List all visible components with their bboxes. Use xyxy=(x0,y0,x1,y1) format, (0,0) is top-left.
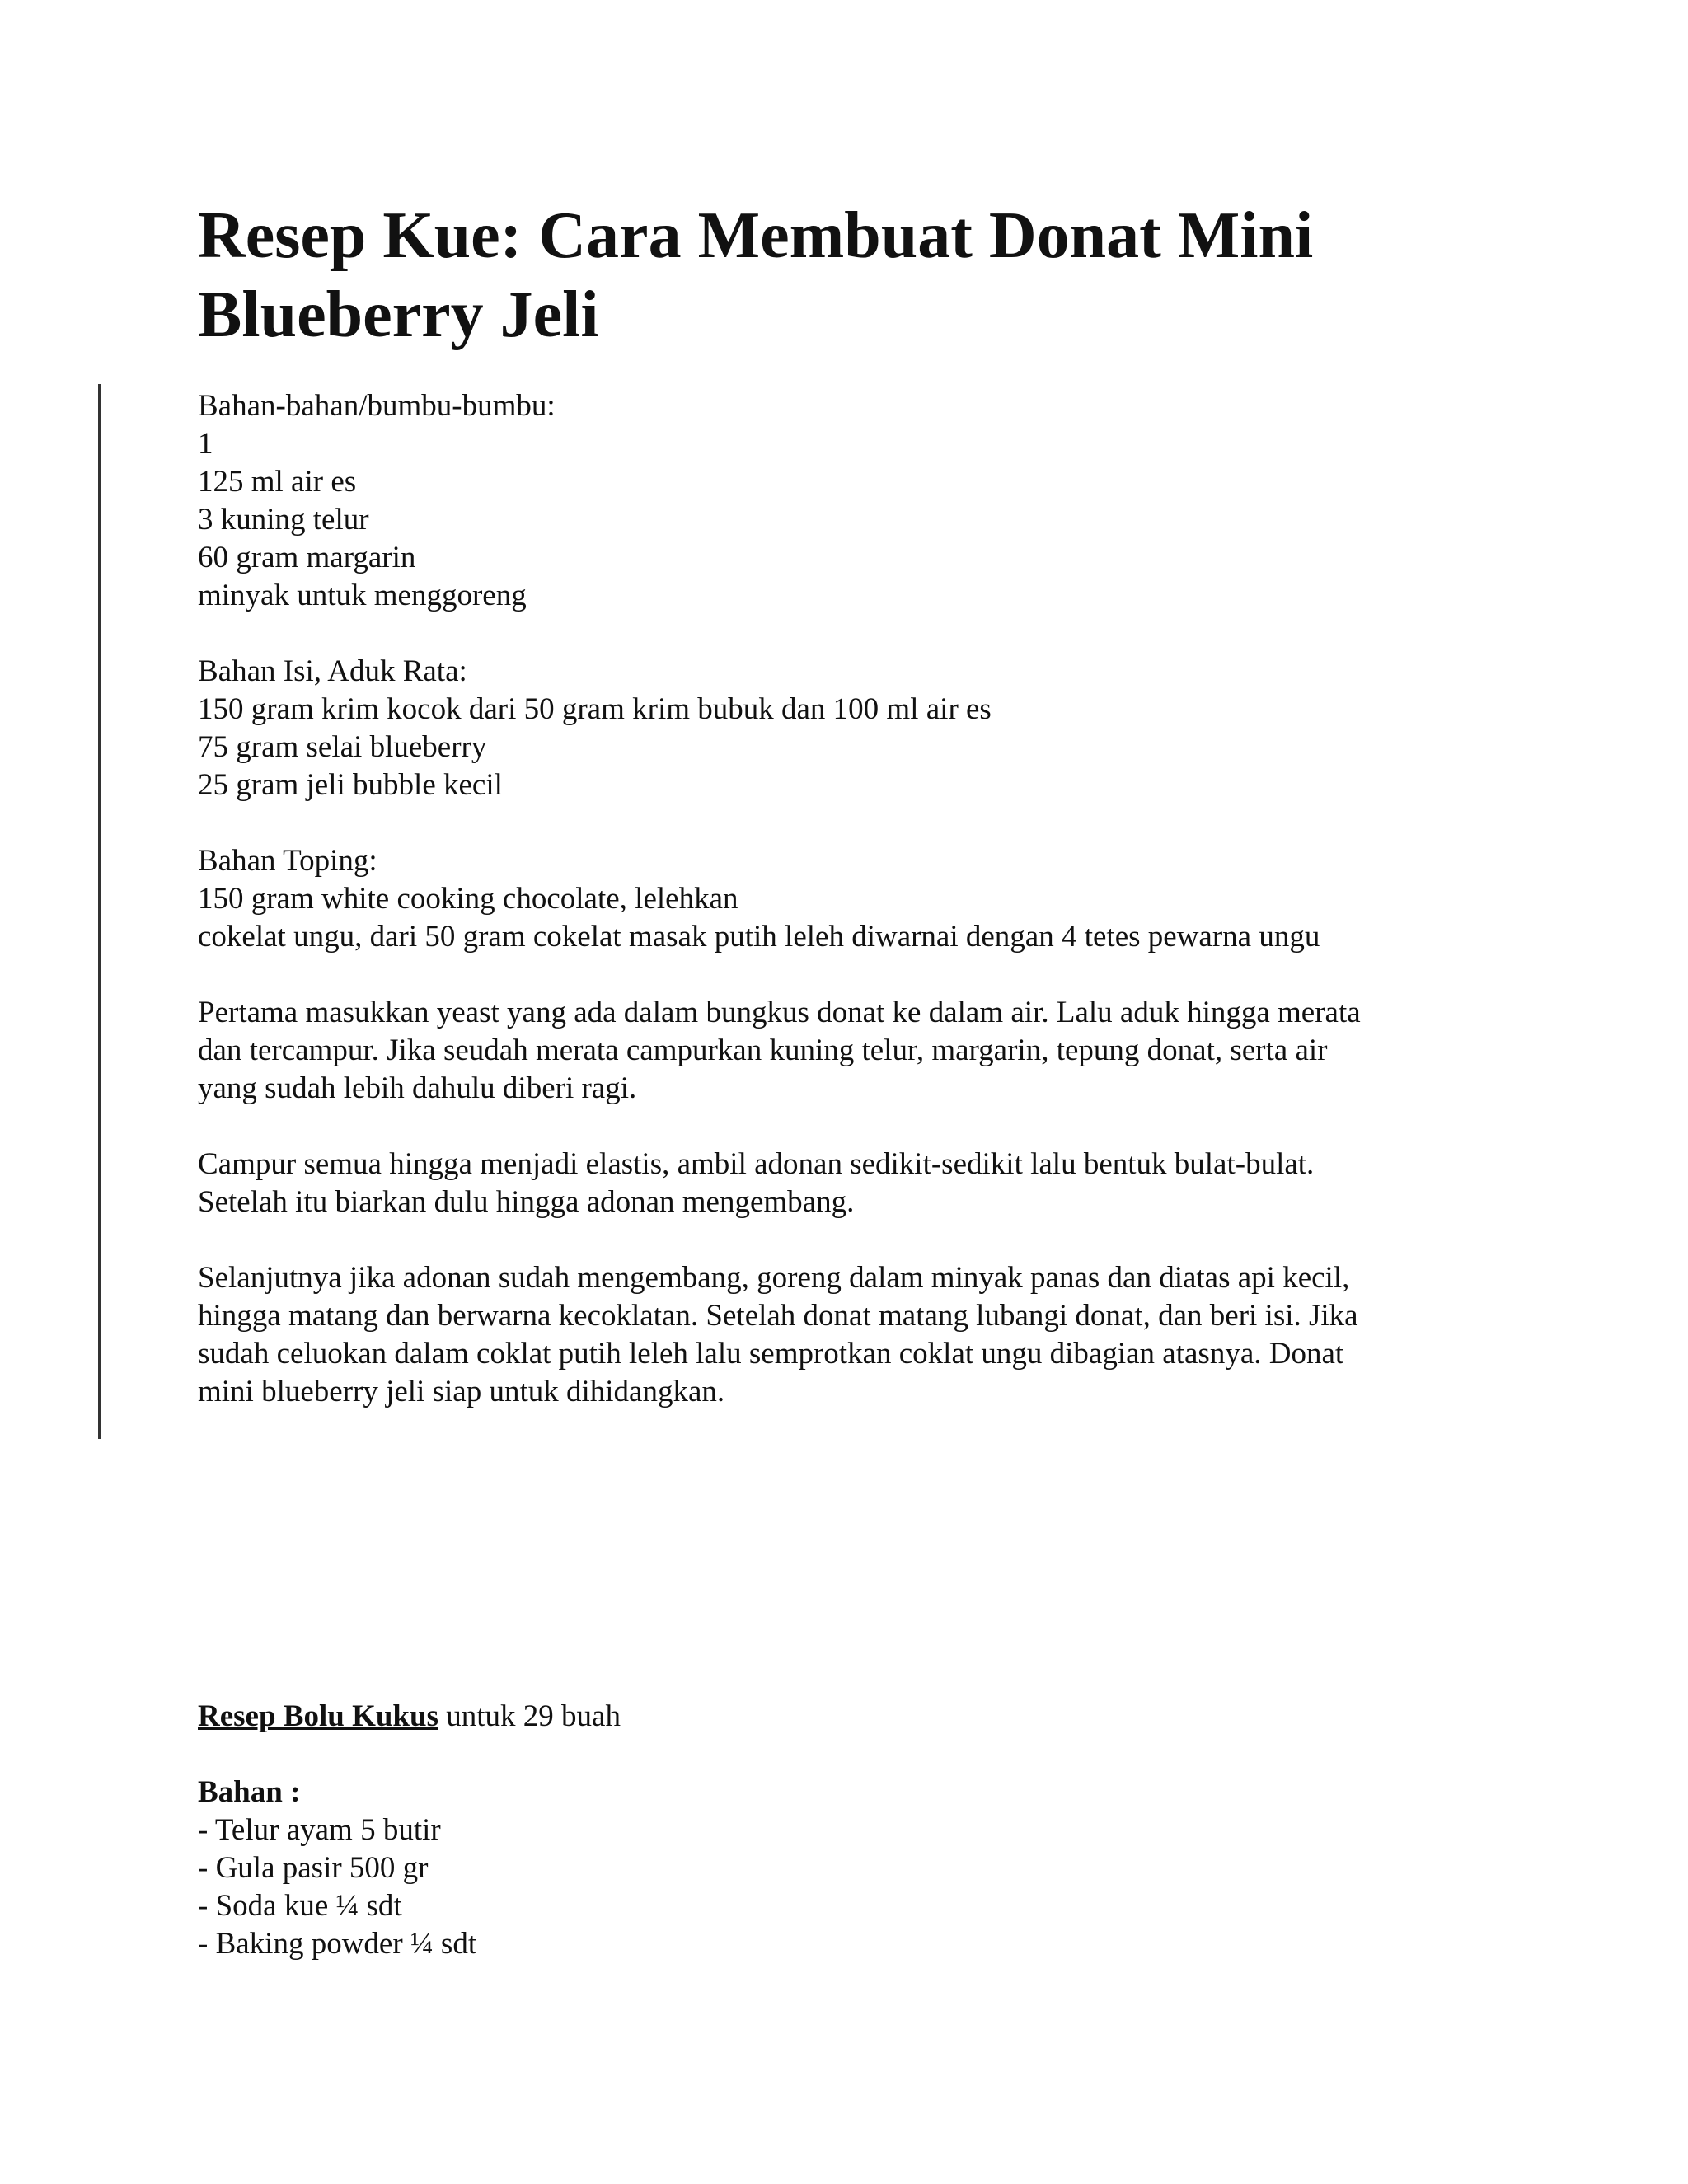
step-line: hingga matang dan berwarna kecoklatan. Setelah donat matang lubangi donat, dan beri isi. Jika xyxy=(198,1299,1358,1333)
bahan-item: 3 kuning telur xyxy=(198,503,369,537)
bahan-item: 125 ml air es xyxy=(198,465,357,499)
margin-change-bar xyxy=(98,384,101,1439)
bahan-item: 1 xyxy=(198,427,213,461)
bahan-item: minyak untuk menggoreng xyxy=(198,579,527,612)
page-title xyxy=(198,196,1517,354)
step-line: Setelah itu biarkan dulu hingga adonan mengembang. xyxy=(198,1185,855,1219)
bahan-toping-item: cokelat ungu, dari 50 gram cokelat masak putih leleh diwarnai dengan 4 tetes pewarna ungu xyxy=(198,920,1320,954)
step-line: Pertama masukkan yeast yang ada dalam bungkus donat ke dalam air. Lalu aduk hingga merata xyxy=(198,996,1361,1029)
bahan-isi-item: 25 gram jeli bubble kecil xyxy=(198,768,503,802)
bolu-bahan-item: - Soda kue ¼ sdt xyxy=(198,1889,402,1923)
bahan-toping-section xyxy=(198,842,1550,956)
bolu-kukus-heading xyxy=(198,1698,1550,1736)
bahan-heading: Bahan-bahan/bumbu-bumbu: xyxy=(198,389,556,423)
step-line: sudah celuokan dalam coklat putih leleh lalu semprotkan coklat ungu dibagian atasnya. Donat xyxy=(198,1337,1344,1371)
step-line: yang sudah lebih dahulu diberi ragi. xyxy=(198,1071,637,1105)
step-paragraph-3 xyxy=(198,1259,1550,1411)
bahan-toping-item: 150 gram white cooking chocolate, lelehkan xyxy=(198,882,738,916)
title-line: Blueberry Jeli xyxy=(198,279,599,351)
step-line: Selanjutnya jika adonan sudah mengembang, goreng dalam minyak panas dan diatas api kecil, xyxy=(198,1261,1350,1295)
step-paragraph-2 xyxy=(198,1146,1550,1221)
bahan-isi-heading: Bahan Isi, Aduk Rata: xyxy=(198,654,467,688)
bolu-bahan-section xyxy=(198,1774,1550,1963)
step-line: Campur semua hingga menjadi elastis, ambil adonan sedikit-sedikit lalu bentuk bulat-bulat. xyxy=(198,1147,1315,1181)
step-line: dan tercampur. Jika seudah merata campurkan kuning telur, margarin, tepung donat, serta air xyxy=(198,1033,1328,1067)
bahan-toping-heading: Bahan Toping: xyxy=(198,844,377,878)
bahan-isi-item: 150 gram krim kocok dari 50 gram krim bubuk dan 100 ml air es xyxy=(198,692,992,726)
bahan-item: 60 gram margarin xyxy=(198,541,416,574)
bolu-kukus-suffix: untuk 29 buah xyxy=(438,1699,621,1733)
bahan-section xyxy=(198,387,1550,615)
resep-bolu-kukus-link[interactable]: Resep Bolu Kukus xyxy=(198,1699,438,1733)
bolu-bahan-heading: Bahan : xyxy=(198,1775,301,1809)
step-paragraph-1 xyxy=(198,994,1550,1108)
bahan-isi-item: 75 gram selai blueberry xyxy=(198,730,487,764)
bolu-bahan-item: - Gula pasir 500 gr xyxy=(198,1851,429,1885)
title-line: Resep Kue: Cara Membuat Donat Mini xyxy=(198,199,1314,272)
step-line: mini blueberry jeli siap untuk dihidangkan. xyxy=(198,1375,725,1408)
bolu-bahan-item: - Telur ayam 5 butir xyxy=(198,1813,441,1847)
bahan-isi-section xyxy=(198,653,1550,804)
bolu-bahan-item: - Baking powder ¼ sdt xyxy=(198,1927,477,1961)
